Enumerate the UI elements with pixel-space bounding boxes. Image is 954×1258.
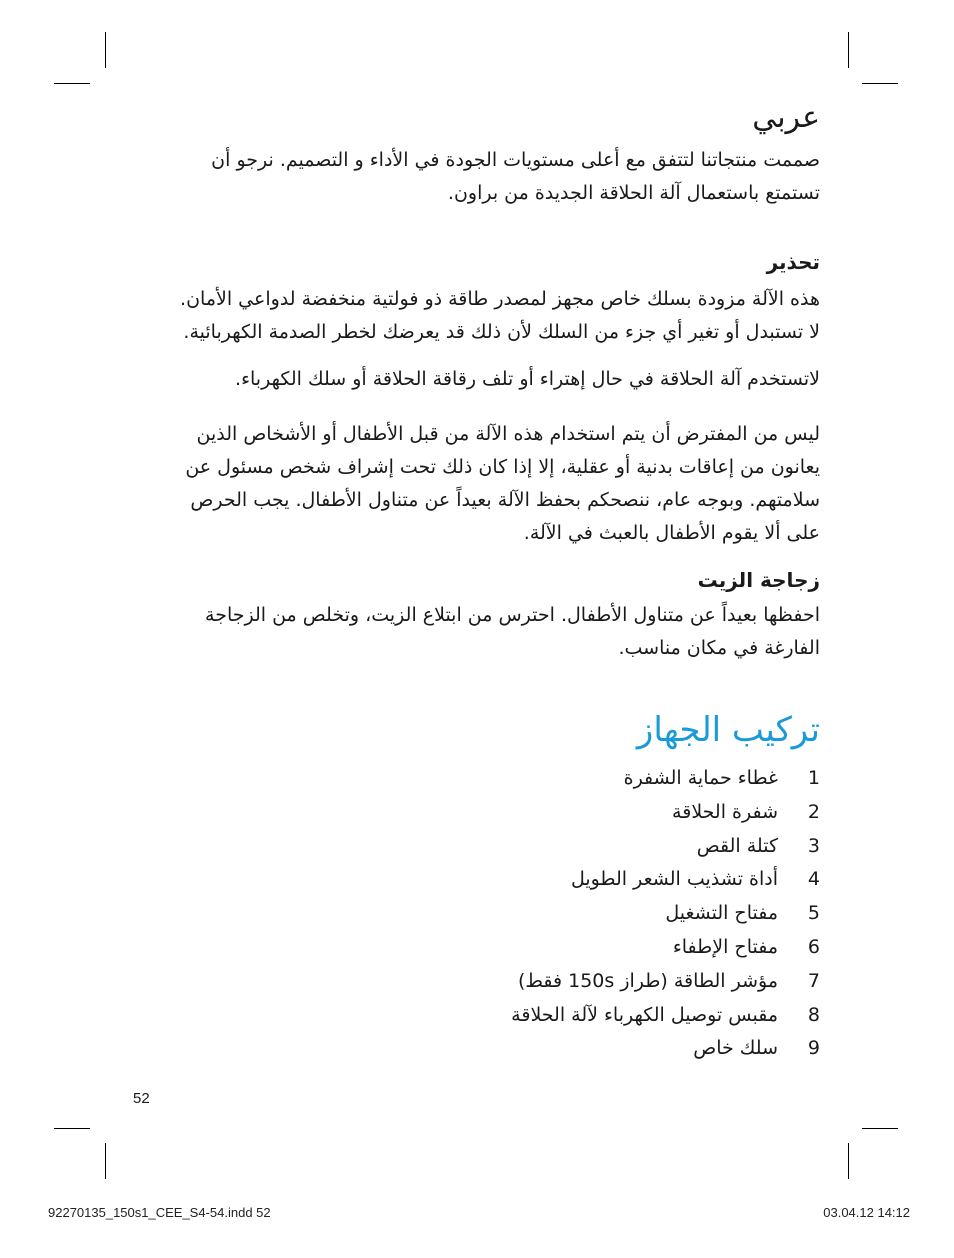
item-label: شفرة الحلاقة <box>672 800 778 823</box>
crop-mark <box>105 1143 106 1179</box>
crop-mark <box>862 83 898 84</box>
intro-paragraph <box>140 144 820 210</box>
item-number: 9 <box>807 1037 820 1060</box>
text-line: احفظها بعيداً عن متناول الأطفال. احترس من ابتلاع الزيت، وتخلص من الزجاجة <box>205 604 820 626</box>
assembly-heading: تركيب الجهاز <box>636 710 820 750</box>
list-item <box>140 965 820 999</box>
text-line: لاتستخدم آلة الحلاقة في حال إهتراء أو تلف رقاقة الحلاقة أو سلك الكهرباء. <box>235 368 820 390</box>
warning-paragraph-3 <box>140 418 820 550</box>
item-number: 2 <box>807 800 820 823</box>
parts-list <box>140 762 820 1066</box>
list-item <box>140 830 820 864</box>
item-number: 1 <box>807 767 820 789</box>
list-item <box>140 762 820 796</box>
item-label: مقبس توصيل الكهرباء لآلة الحلاقة <box>511 1003 778 1026</box>
list-item <box>140 863 820 897</box>
item-number: 3 <box>807 834 820 857</box>
crop-mark <box>862 1128 898 1129</box>
item-number: 8 <box>807 1003 820 1026</box>
language-heading: عربي <box>752 100 820 135</box>
item-number: 5 <box>807 902 820 925</box>
text-line: سلامتهم. وبوجه عام، ننصحكم بحفظ الآلة بعيداً عن متناول الأطفال. يجب الحرص <box>190 489 820 511</box>
crop-mark <box>848 32 849 68</box>
text-line: تستمتع باستعمال آلة الحلاقة الجديدة من براون. <box>447 182 820 204</box>
warning-heading: تحذير <box>766 250 820 274</box>
list-item <box>140 931 820 965</box>
item-number: 4 <box>807 868 820 891</box>
item-label: مؤشر الطاقة (طراز 150s فقط) <box>517 969 778 992</box>
item-label: غطاء حماية الشفرة <box>623 767 778 789</box>
text-line: على ألا يقوم الأطفال بالعبث في الآلة. <box>523 522 820 544</box>
list-item <box>140 999 820 1033</box>
list-item <box>140 1032 820 1066</box>
list-item <box>140 897 820 931</box>
text-line: ليس من المفترض أن يتم استخدام هذه الآلة من قبل الأطفال أو الأشخاص الذين <box>196 423 820 445</box>
page-number: 52 <box>133 1090 150 1107</box>
item-number: 6 <box>807 935 820 958</box>
item-label: مفتاح التشغيل <box>665 902 778 925</box>
item-label: سلك خاص <box>693 1037 778 1060</box>
text-line: لا تستبدل أو تغير أي جزء من السلك لأن ذلك قد يعرضك لخطر الصدمة الكهربائية. <box>183 321 820 343</box>
crop-mark <box>54 83 90 84</box>
text-line: صممت منتجاتنا لتتفق مع أعلى مستويات الجودة في الأداء و التصميم. نرجو أن <box>211 149 820 171</box>
item-label: كتلة القص <box>696 834 778 857</box>
list-item <box>140 796 820 830</box>
footer-filename: 92270135_150s1_CEE_S4-54.indd 52 <box>48 1205 271 1220</box>
item-label: مفتاح الإطفاء <box>672 935 778 958</box>
warning-paragraph-1 <box>140 283 820 349</box>
footer-date: 03.04.12 14:12 <box>823 1205 910 1220</box>
text-line: الفارغة في مكان مناسب. <box>618 637 820 659</box>
crop-mark <box>105 32 106 68</box>
text-line: يعانون من إعاقات بدنية أو عقلية، إلا إذا كان ذلك تحت إشراف شخص مسئول عن <box>185 456 820 478</box>
oil-heading: زجاجة الزيت <box>697 568 820 592</box>
text-line: هذه الآلة مزودة بسلك خاص مجهز لمصدر طاقة ذو فولتية منخفضة لدواعي الأمان. <box>180 288 820 310</box>
crop-mark <box>54 1128 90 1129</box>
warning-paragraph-2 <box>140 363 820 396</box>
item-number: 7 <box>807 969 820 992</box>
item-label: أداة تشذيب الشعر الطويل <box>570 868 778 891</box>
oil-paragraph <box>140 599 820 665</box>
crop-mark <box>848 1143 849 1179</box>
